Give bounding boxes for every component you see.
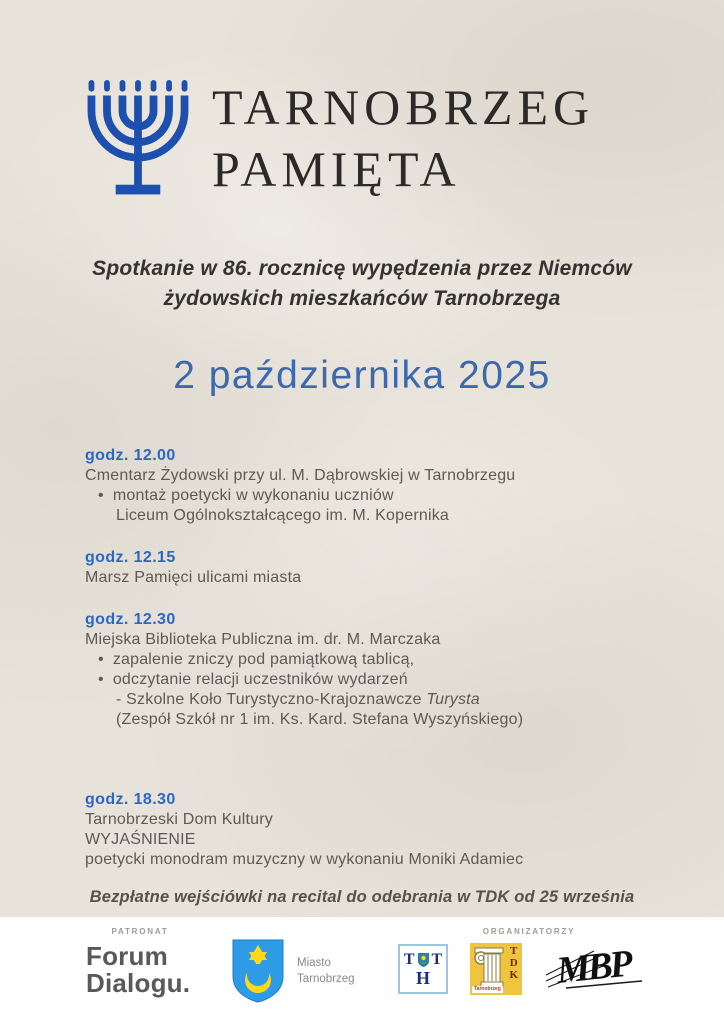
schedule bbox=[0, 446, 724, 870]
time-label: godz. 18.30 bbox=[85, 790, 176, 808]
menorah-icon bbox=[84, 80, 192, 208]
event-date: 2 października 2025 bbox=[173, 353, 551, 397]
city-label-line2: Tarnobrzeg bbox=[297, 973, 355, 985]
tdk-letter-k: K bbox=[509, 969, 518, 981]
bullet-line: • zapalenie zniczy pod pamiątkową tablicą, bbox=[85, 650, 724, 670]
schedule-block-1230 bbox=[85, 610, 724, 730]
schedule-block-1215 bbox=[85, 548, 724, 588]
tth-letter-t1: T bbox=[403, 950, 415, 968]
bullet-line: • montaż poetycki w wykonaniu uczniów bbox=[85, 486, 724, 506]
time-label: godz. 12.30 bbox=[85, 610, 176, 628]
city-label-line1: Miasto bbox=[297, 956, 331, 969]
mbp-logo-graphic bbox=[544, 943, 648, 995]
performance-title: WYJAŚNIENIE bbox=[85, 830, 196, 848]
mbp-logo bbox=[544, 943, 648, 995]
indent-italic-text: Turysta bbox=[426, 690, 480, 708]
title-line2: PAMIĘTA bbox=[212, 141, 461, 197]
organizers-group bbox=[398, 927, 660, 995]
indent-line: Liceum Ogólnokształcącego im. M. Kopernika bbox=[116, 506, 449, 524]
tdk-logo bbox=[470, 943, 522, 995]
tdk-letters bbox=[509, 945, 518, 981]
poster-header bbox=[0, 0, 724, 208]
tth-logo bbox=[398, 944, 448, 994]
time-label: godz. 12.00 bbox=[85, 446, 176, 464]
organizers-label: ORGANIZATORZY bbox=[482, 927, 576, 936]
tdk-city-label: Tarnobrzeg bbox=[474, 986, 501, 992]
performance-desc: poetycki monodram muzyczny w wykonaniu Moniki Adamiec bbox=[85, 850, 524, 868]
city-label bbox=[297, 955, 355, 987]
indent-line bbox=[85, 690, 724, 710]
subtitle-line1: Spotkanie w 86. rocznicę wypędzenia przez Niemców bbox=[92, 257, 632, 280]
tth-mini-crest-icon bbox=[418, 953, 429, 967]
bullet-line: • odczytanie relacji uczestników wydarzeń bbox=[85, 670, 724, 690]
location-line: Cmentarz Żydowski przy ul. M. Dąbrowskiej w Tarnobrzegu bbox=[85, 466, 516, 484]
indent-line: (Zespół Szkół nr 1 im. Ks. Kard. Stefana Wyszyńskiego) bbox=[116, 710, 524, 728]
svg-text:MBP: MBP bbox=[554, 943, 632, 992]
forum-logo-line1: Forum bbox=[86, 941, 168, 971]
tth-letter-h: H bbox=[415, 967, 430, 988]
time-label: godz. 12.15 bbox=[85, 548, 176, 566]
title-line1: TARNOBRZEG bbox=[212, 79, 595, 135]
tarnobrzeg-crest-icon bbox=[232, 939, 284, 1003]
organizers-logos bbox=[398, 943, 660, 995]
location-line: Miejska Biblioteka Publiczna im. dr. M. Marczaka bbox=[85, 630, 441, 648]
location-line: Tarnobrzeski Dom Kultury bbox=[85, 810, 273, 828]
subtitle-line2: żydowskich mieszkańców Tarnobrzega bbox=[163, 286, 561, 310]
tdk-letter-t: T bbox=[510, 945, 518, 957]
tth-letter-t2: T bbox=[431, 950, 443, 968]
patronat-group bbox=[86, 927, 194, 997]
tdk-column-icon bbox=[472, 945, 508, 991]
schedule-block-1200 bbox=[85, 446, 724, 526]
forum-logo-line2: Dialogu. bbox=[86, 967, 191, 998]
event-subtitle bbox=[0, 254, 724, 314]
schedule-block-1830 bbox=[85, 790, 724, 870]
indent-text: - Szkolne Koło Turystyczno-Krajoznawcze bbox=[116, 690, 427, 708]
location-line: Marsz Pamięci ulicami miasta bbox=[85, 568, 302, 586]
ticket-note: Bezpłatne wejściówki na recital do odebrania w TDK od 25 września bbox=[89, 887, 635, 906]
tdk-letter-d: D bbox=[509, 957, 518, 969]
city-group bbox=[232, 939, 355, 1003]
forum-dialogu-logo bbox=[86, 943, 194, 997]
page-title bbox=[212, 76, 594, 200]
footer bbox=[0, 917, 724, 1024]
tth-logo-top-row bbox=[404, 952, 442, 968]
patronat-label: PATRONAT bbox=[111, 927, 169, 936]
